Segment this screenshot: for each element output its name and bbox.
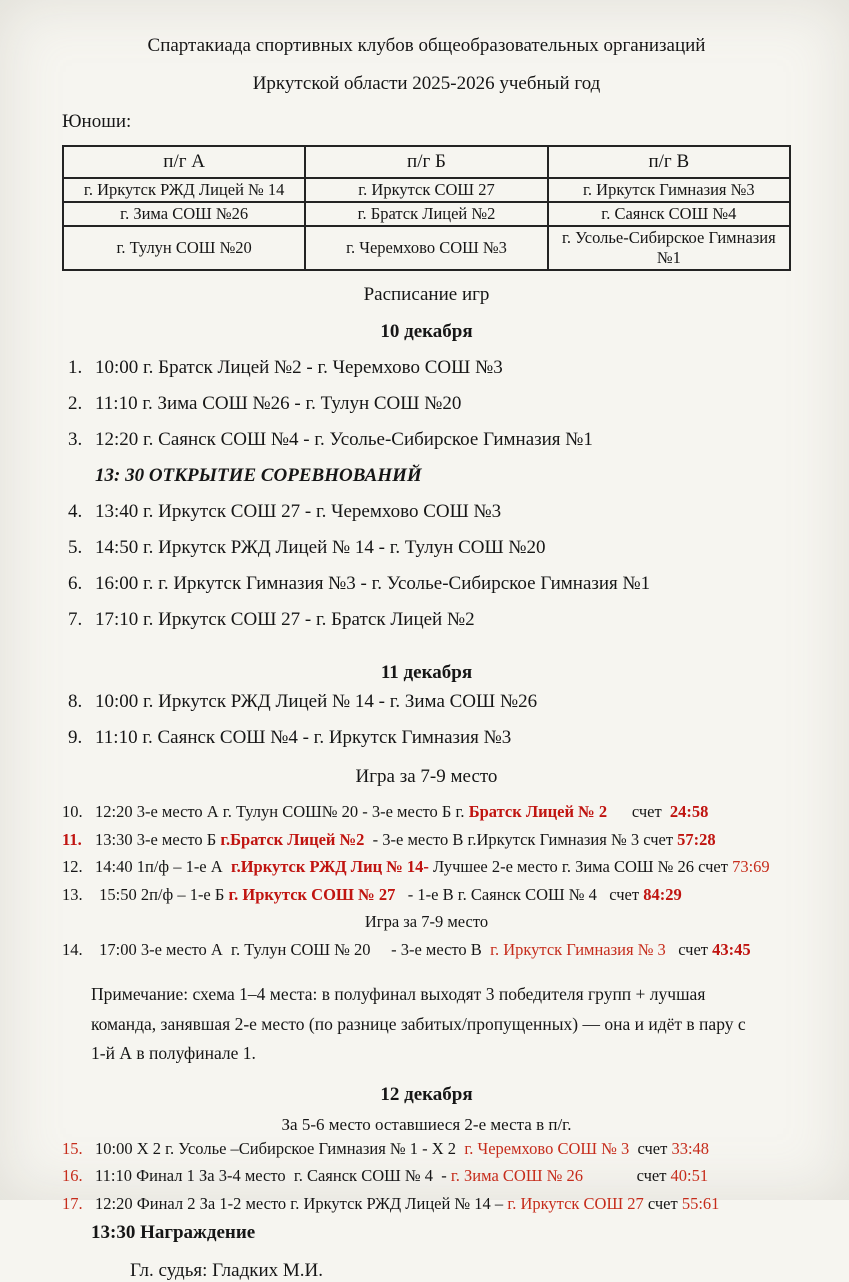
day1-games-list-a bbox=[68, 350, 791, 458]
game-line bbox=[62, 798, 791, 826]
chief-judge-line: Гл. судья: Гладких М.И. bbox=[130, 1260, 324, 1281]
group-row bbox=[63, 226, 790, 270]
game-number: 4. bbox=[68, 501, 83, 522]
day3-subtitle: За 5-6 место оставшиеся 2-е места в п/г. bbox=[281, 1114, 572, 1134]
day2-games-list bbox=[68, 684, 791, 756]
game-number: 13. bbox=[62, 884, 83, 904]
game-line bbox=[68, 350, 791, 386]
game-number: 15. bbox=[62, 1138, 83, 1158]
game-line bbox=[62, 881, 791, 909]
team-cell: г. Иркутск РЖД Лицей № 14 bbox=[63, 178, 305, 202]
game-line bbox=[62, 1190, 791, 1218]
day3-heading: 12 декабря bbox=[380, 1083, 473, 1105]
game-text: 11:10 г. Саянск СОШ №4 - г. Иркутск Гимназия №3 bbox=[95, 727, 512, 748]
group-row bbox=[63, 202, 790, 226]
game-text: 12:20 г. Саянск СОШ №4 - г. Усолье-Сибирское Гимназия №1 bbox=[95, 429, 593, 450]
game-number: 2. bbox=[68, 393, 83, 414]
game-number: 8. bbox=[68, 691, 83, 712]
game-text: 14:40 1п/ф – 1-е А г.Иркутск РЖД Лиц № 14- Лучшее 2-е место г. Зима СОШ № 26 счет 73:69 bbox=[95, 857, 770, 876]
game-number: 9. bbox=[68, 727, 83, 748]
games-7-9-list-part2 bbox=[62, 936, 791, 964]
team-cell: г. Саянск СОШ №4 bbox=[548, 202, 790, 226]
game-7-9-heading-2: Игра за 7-9 место bbox=[364, 912, 489, 931]
game-number: 10. bbox=[62, 802, 83, 821]
team-cell: г. Иркутск СОШ 27 bbox=[305, 178, 547, 202]
game-line bbox=[62, 936, 791, 964]
game-line bbox=[68, 602, 791, 638]
game-number: 5. bbox=[68, 537, 83, 558]
game-text: 15:50 2п/ф – 1-е Б г. Иркутск СОШ № 27 - 1-е В г. Саянск СОШ № 4 счет 84:29 bbox=[95, 884, 682, 904]
game-line bbox=[62, 1162, 791, 1190]
game-text: 10:00 г. Братск Лицей №2 - г. Черемхово СОШ №3 bbox=[95, 357, 503, 378]
document-title-line1: Спартакиада спортивных клубов общеобразовательных организаций bbox=[147, 35, 706, 56]
awards-line: 13:30 Награждение bbox=[91, 1222, 256, 1243]
schedule-heading: Расписание игр bbox=[363, 284, 490, 305]
game-text: 12:20 3-е место А г. Тулун СОШ№ 20 - 3-е место Б г. Братск Лицей № 2 счет 24:58 bbox=[95, 802, 709, 821]
game-number: 7. bbox=[68, 609, 83, 630]
game-text: 10:00 г. Иркутск РЖД Лицей № 14 - г. Зима СОШ №26 bbox=[95, 691, 538, 712]
groups-table-header bbox=[63, 146, 790, 178]
game-line bbox=[62, 1135, 791, 1163]
game-number: 16. bbox=[62, 1166, 83, 1185]
day2-heading: 11 декабря bbox=[380, 662, 473, 683]
game-number: 12. bbox=[62, 857, 83, 876]
game-number: 17. bbox=[62, 1193, 83, 1213]
groups-table bbox=[62, 145, 791, 271]
game-number: 14. bbox=[62, 939, 83, 959]
game-text: 11:10 Финал 1 За 3-4 место г. Саянск СОШ № 4 - г. Зима СОШ № 26 счет 40:51 bbox=[95, 1166, 709, 1185]
game-line bbox=[68, 566, 791, 602]
game-text: 13:30 3-е место Б г.Братск Лицей №2 - 3-е место В г.Иркутск Гимназия № 3 счет 57:28 bbox=[95, 829, 716, 849]
day1-heading: 10 декабря bbox=[380, 321, 473, 342]
opening-ceremony-line: 13: 30 ОТКРЫТИЕ СОРЕВНОВАНИЙ bbox=[95, 465, 422, 486]
game-line bbox=[68, 386, 791, 422]
game-line bbox=[68, 530, 791, 566]
game-number: 11. bbox=[62, 829, 82, 849]
boys-section-label: Юноши: bbox=[62, 111, 132, 132]
game-text: 12:20 Финал 2 За 1-2 место г. Иркутск РЖД Лицей № 14 – г. Иркутск СОШ 27 счет 55:61 bbox=[95, 1193, 720, 1213]
team-cell: г. Усолье-Сибирское Гимназия №1 bbox=[548, 226, 790, 270]
group-header-cell: п/г В bbox=[548, 146, 790, 178]
note-paragraph: Примечание: схема 1–4 места: в полуфинал выходят 3 победителя групп + лучшая команда, занявшая 2-е место (по разнице забитых/пропущенных) — она и идёт в пару с 1-й А в полуфинале 1. bbox=[91, 984, 746, 1063]
group-row bbox=[63, 178, 790, 202]
game-line bbox=[62, 826, 791, 854]
game-text: 14:50 г. Иркутск РЖД Лицей № 14 - г. Тулун СОШ №20 bbox=[95, 537, 546, 558]
game-line bbox=[68, 684, 791, 720]
team-cell: г. Черемхово СОШ №3 bbox=[305, 226, 547, 270]
games-7-9-list-part1 bbox=[62, 798, 791, 908]
day3-games-list bbox=[62, 1135, 791, 1218]
game-7-9-heading-1: Игра за 7-9 место bbox=[355, 766, 498, 787]
game-number: 3. bbox=[68, 429, 83, 450]
team-cell: г. Иркутск Гимназия №3 bbox=[548, 178, 790, 202]
group-header-cell: п/г Б bbox=[305, 146, 547, 178]
game-text: 17:10 г. Иркутск СОШ 27 - г. Братск Лицей №2 bbox=[95, 609, 475, 630]
game-text: 13:40 г. Иркутск СОШ 27 - г. Черемхово СОШ №3 bbox=[95, 501, 502, 522]
groups-table-body bbox=[63, 178, 790, 270]
group-header-cell: п/г А bbox=[63, 146, 305, 178]
team-cell: г. Тулун СОШ №20 bbox=[63, 226, 305, 270]
game-text: 16:00 г. г. Иркутск Гимназия №3 - г. Усолье-Сибирское Гимназия №1 bbox=[95, 573, 651, 594]
game-text: 10:00 Х 2 г. Усолье –Сибирское Гимназия № 1 - Х 2 г. Черемхово СОШ № 3 счет 33:48 bbox=[95, 1138, 710, 1158]
game-number: 1. bbox=[68, 357, 83, 378]
game-line bbox=[68, 422, 791, 458]
game-line bbox=[68, 720, 791, 756]
game-line bbox=[68, 494, 791, 530]
game-line bbox=[62, 853, 791, 881]
game-text: 17:00 3-е место А г. Тулун СОШ № 20 - 3-е место В г. Иркутск Гимназия № 3 счет 43:45 bbox=[95, 939, 751, 959]
game-number: 6. bbox=[68, 573, 83, 594]
document-title-line2: Иркутской области 2025-2026 учебный год bbox=[252, 73, 601, 94]
game-text: 11:10 г. Зима СОШ №26 - г. Тулун СОШ №20 bbox=[95, 393, 462, 414]
team-cell: г. Зима СОШ №26 bbox=[63, 202, 305, 226]
day1-games-list-b bbox=[68, 494, 791, 638]
team-cell: г. Братск Лицей №2 bbox=[305, 202, 547, 226]
